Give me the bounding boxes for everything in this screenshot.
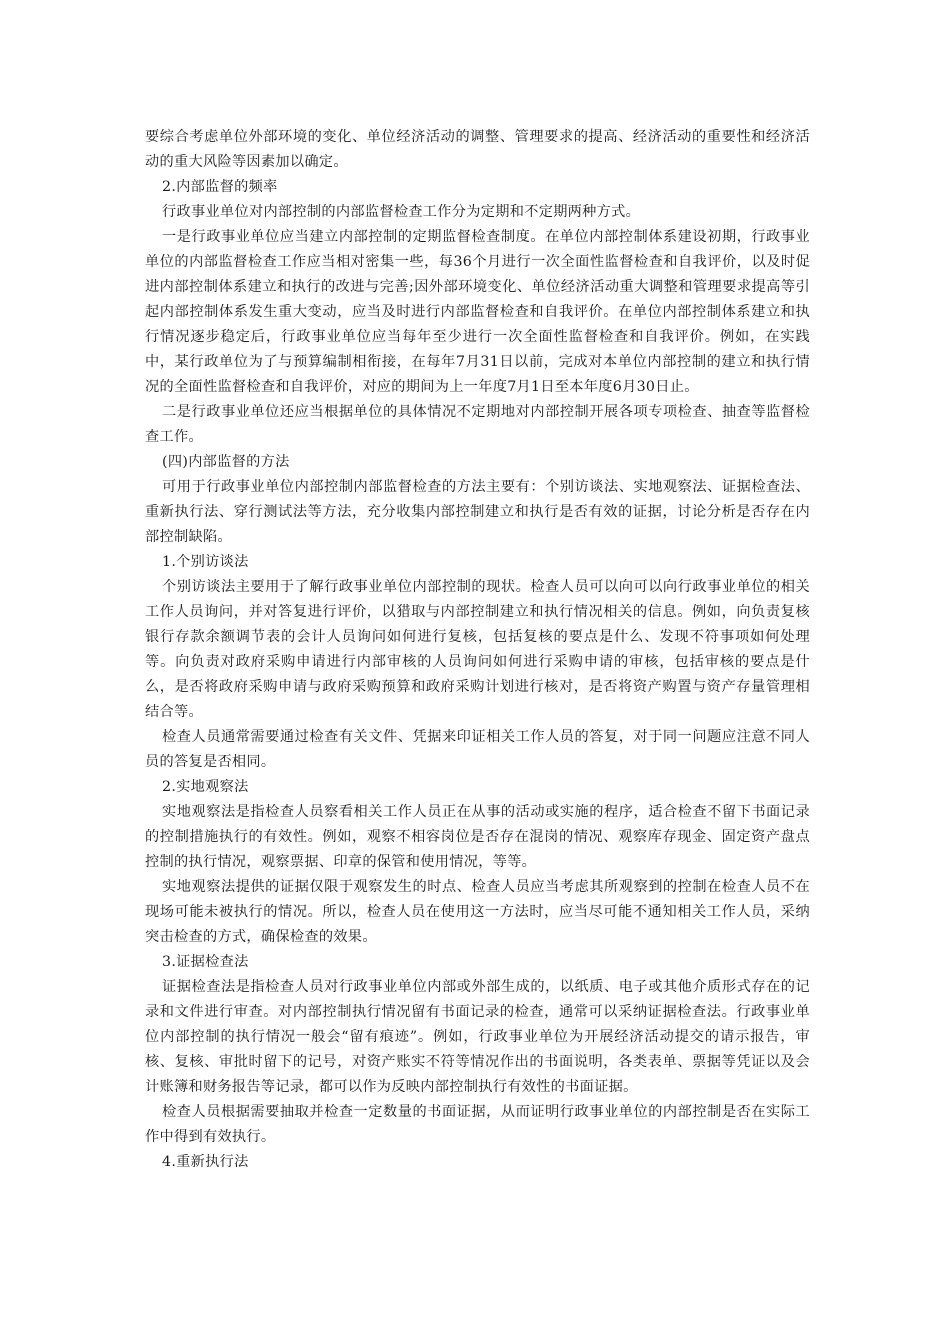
paragraph: 行政事业单位对内部控制的内部监督检查工作分为定期和不定期两种方式。 [162,204,641,220]
paragraph: 检查人员根据需要抽取并检查一定数量的书面证据，从而证明行政事业单位的内部控制是否在实际工作中得到有效执行。 [145,1104,810,1145]
paragraph: 个别访谈法主要用于了解行政事业单位内部控制的现状。检查人员可以向可以向行政事业单位的相关工作人员询问，并对答复进行评价，以猎取与内部控制建立和执行情况相关的信息。例如，向负责复核银行存款余额调节表的会计人员询问如何进行复核，包括复核的要点是什么、发现不符事项如何处理等。向负责对政府采购申请进行内部审核的人员询问如何进行采购申请的审核，包括审核的要点是什么，是否将政府采购申请与政府采购预算和政府采购计划进行核对，是否将资产购置与资产存量管理相结合等。 [145,579,810,720]
paragraph: 实地观察法是指检查人员察看相关工作人员正在从事的活动或实施的程序，适合检查不留下书面记录的控制措施执行的有效性。例如，观察不相容岗位是否存在混岗的情况、观察库存现金、固定资产盘点控制的执行情况，观察票据、印章的保管和使用情况，等等。 [145,804,810,870]
section-heading: 1.个别访谈法 [162,554,249,570]
section-heading: 2.实地观察法 [162,779,249,795]
paragraph: 证据检查法是指检查人员对行政事业单位内部或外部生成的，以纸质、电子或其他介质形式存在的记录和文件进行审查。对内部控制执行情况留有书面记录的检查，通常可以采纳证据检查法。行政事业单位内部控制的执行情况一般会“留有痕迹”。例如，行政事业单位为开展经济活动提交的请示报告，审核、复核、审批时留下的记号，对资产账实不符等情况作出的书面说明，各类表单、票据等凭证以及会计账簿和财务报告等记录，都可以作为反映内部控制执行有效性的书面证据。 [145,979,810,1095]
paragraph: 一是行政事业单位应当建立内部控制的定期监督检查制度。在单位内部控制体系建设初期，行政事业单位的内部监督检查工作应当相对密集一些，每36个月进行一次全面性监督检查和自我评价，以及时促进内部控制体系建立和执行的改进与完善;因外部环境变化、单位经济活动重大调整和管理要求提高等引起内部控制体系发生重大变动，应当及时进行内部监督检查和自我评价。在单位内部控制体系建立和执行情况逐步稳定后，行政事业单位应当每年至少进行一次全面性监督检查和自我评价。例如，在实践中，某行政单位为了与预算编制相衔接，在每年7月31日以前，完成对本单位内部控制的建立和执行情况的全面性监督检查和自我评价，对应的期间为上一年度7月1日至本年度6月30日止。 [145,229,810,395]
paragraph: 实地观察法提供的证据仅限于观察发生的时点、检查人员应当考虑其所观察到的控制在检查人员不在现场可能未被执行的情况。所以，检查人员在使用这一方法时，应当尽可能不通知相关工作人员，采纳突击检查的方式，确保检查的效果。 [145,879,810,945]
paragraph: 二是行政事业单位还应当根据单位的具体情况不定期地对内部控制开展各项专项检查、抽查等监督检查工作。 [145,404,810,445]
section-heading: (四)内部监督的方法 [162,454,290,470]
document-page [145,125,810,1175]
paragraph: 检查人员通常需要通过检查有关文件、凭据来印证相关工作人员的答复，对于同一问题应注意不同人员的答复是否相同。 [145,729,810,770]
paragraph: 要综合考虑单位外部环境的变化、单位经济活动的调整、管理要求的提高、经济活动的重要性和经济活动的重大风险等因素加以确定。 [145,129,810,170]
section-heading: 4.重新执行法 [162,1154,249,1170]
section-heading: 2.内部监督的频率 [162,179,278,195]
paragraph: 可用于行政事业单位内部控制内部监督检查的方法主要有：个别访谈法、实地观察法、证据检查法、重新执行法、穿行测试法等方法，充分收集内部控制建立和执行是否有效的证据，讨论分析是否存在内部控制缺陷。 [145,479,810,545]
section-heading: 3.证据检查法 [162,954,249,970]
